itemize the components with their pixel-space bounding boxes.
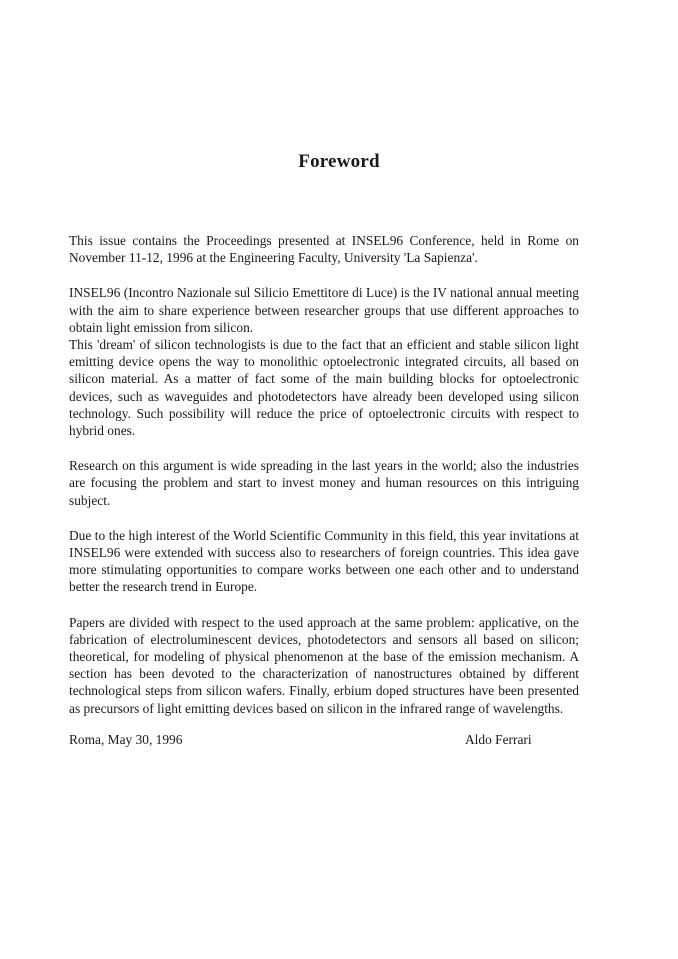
- signature-place-date: Roma, May 30, 1996: [69, 732, 183, 747]
- page-title: Foreword: [298, 151, 380, 172]
- paragraph-dream: This 'dream' of silicon technologists is due to the fact that an efficient and stable silicon light emitting device opens the way to monolithic optoelectronic integrated circuits, all based on silicon material. As a matter of fact some of the main building blocks for optoelectronic devices, such as waveguides and photodetectors have already been developed using silicon technology. Such possibility will reduce the price of optoelectronic circuits with respect to hybrid ones.: [69, 337, 579, 439]
- paragraph-papers: Papers are divided with respect to the used approach at the same problem: applicative, on the fabrication of electroluminescent devices, photodetectors and sensors all based on silicon; theoretical, for modeling of physical phenomenon at the base of the emission mechanism. A section has been devoted to the characterization of nanostructures obtained by different technological steps from silicon wafers. Finally, erbium doped structures have been presented as precursors of light emitting devices based on silicon in the infrared range of wavelengths.: [69, 614, 579, 716]
- paragraph-research: Research on this argument is wide spreading in the last years in the world; also the industries are focusing the problem and start to invest money and human resources on this intriguing subject.: [69, 458, 579, 508]
- paragraph-interest: Due to the high interest of the World Scientific Community in this field, this year invitations at INSEL96 were extended with success also to researchers of foreign countries. This idea gave more stimulating opportunities to compare works between one each other and to understand better the research trend in Europe.: [69, 527, 579, 595]
- paragraph-insel96: INSEL96 (Incontro Nazionale sul Silicio Emettitore di Luce) is the IV national annual meeting with the aim to share experience between researcher groups that use different approaches to obtain light emission from silicon.: [69, 285, 579, 335]
- foreword-body: [69, 232, 579, 735]
- signature-author: Aldo Ferrari: [465, 732, 532, 747]
- paragraph-intro: This issue contains the Proceedings presented at INSEL96 Conference, held in Rome on November 11-12, 1996 at the Engineering Faculty, University 'La Sapienza'.: [69, 233, 579, 266]
